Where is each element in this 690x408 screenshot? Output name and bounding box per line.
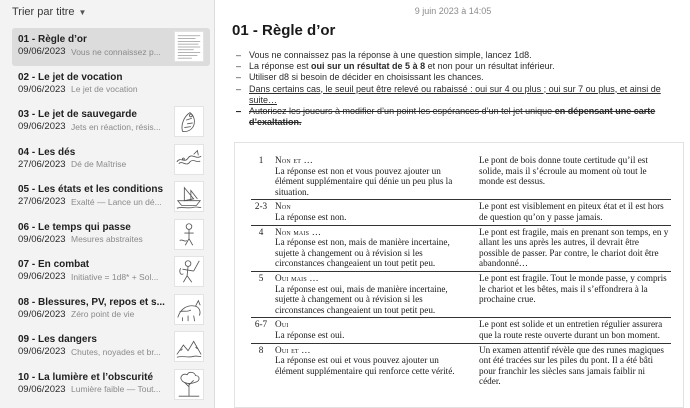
- oracle-table-image: [234, 142, 684, 408]
- note-timestamp: 9 juin 2023 à 14:05: [414, 6, 492, 16]
- answer-label: Oui mais …: [275, 272, 319, 283]
- note-snippet: Le jet de vocation: [71, 84, 138, 94]
- bullet-text: Vous ne connaissez pas la réponse à une question simple, lancez 1d8.: [249, 50, 532, 60]
- note-snippet: Mesures abstraites: [71, 234, 143, 244]
- example-cell: Le pont est fragile, mais en prenant son temps, en y allant les uns après les autres, il devrait être possible de passer. Par contre, le chariot doit être abandonné…: [477, 225, 671, 271]
- note-date: 09/06/2023: [18, 346, 66, 357]
- note-date: 27/06/2023: [18, 196, 66, 207]
- note-date: 09/06/2023: [18, 308, 66, 320]
- answer-label: Non mais …: [275, 226, 322, 237]
- creature-sketch-thumbnail-icon: [174, 106, 204, 137]
- bullet-text: La réponse est: [249, 61, 312, 72]
- note-title: 09 - Les dangers: [18, 334, 97, 345]
- note-snippet: Zéro point de vie: [71, 309, 135, 319]
- list-item: [236, 106, 686, 128]
- table-row: [251, 200, 671, 225]
- example-cell: Le pont est visiblement en piteux état et il est hors de question qu’on y passe jamais.: [477, 200, 671, 225]
- note-item-09[interactable]: [12, 328, 210, 366]
- note-item-10[interactable]: [12, 366, 210, 404]
- note-item-03[interactable]: [12, 103, 210, 141]
- note-editor[interactable]: [216, 0, 690, 408]
- answer-label: Oui: [275, 319, 289, 330]
- note-date: 09/06/2023: [18, 233, 66, 245]
- note-title: 02 - Le jet de vocation: [18, 71, 123, 83]
- landscape-sketch-thumbnail-icon: [174, 331, 204, 362]
- answer-cell: [273, 318, 477, 343]
- warrior-sketch-thumbnail-icon: [174, 256, 204, 287]
- note-snippet: Lumière faible — Tout...: [71, 384, 161, 394]
- list-item: [236, 72, 686, 83]
- roll-cell: 6-7: [251, 318, 273, 343]
- answer-detail: La réponse est non.: [275, 211, 347, 222]
- chevron-down-icon: ▼: [78, 7, 87, 17]
- note-date: 09/06/2023: [18, 383, 66, 395]
- bullet-struck-text: Autorisez les joueurs à modifier d’un point les espérances d’un tel jet unique: [249, 106, 555, 117]
- answer-cell: [273, 154, 477, 200]
- note-date: 09/06/2023: [18, 121, 66, 132]
- note-title: 03 - Le jet de sauvegarde: [18, 109, 137, 120]
- note-item-04[interactable]: [12, 141, 210, 179]
- example-cell: Le pont est solide et un entretien régulier assurera que la route reste ouverte durant un bon moment.: [477, 318, 671, 343]
- note-title: 10 - La lumière et l’obscurité: [18, 371, 154, 383]
- answer-detail: La réponse est non et vous pouvez ajouter un élément supplémentaire qui dénie un peu plus la situation.: [275, 165, 453, 197]
- bullet-underlined-text: Dans certains cas, le seuil peut être relevé ou rabaissé : oui sur 4 ou plus ; oui sur 7 ou plus, et ainsi de suite…: [249, 83, 661, 105]
- answer-detail: La réponse est non, mais de manière incertaine, sujette à changement ou à révision si les circonstances changeaient un tout petit peu.: [275, 237, 450, 269]
- roll-cell: 5: [251, 271, 273, 317]
- bullet-text: et non pour un résultat inférieur.: [425, 61, 555, 72]
- roll-cell: 8: [251, 343, 273, 389]
- note-date: 09/06/2023: [18, 83, 66, 95]
- answer-label: Non et …: [275, 155, 314, 165]
- roll-cell: 1: [258, 155, 264, 165]
- answer-cell: [273, 343, 477, 389]
- table-row: [251, 225, 671, 271]
- answer-detail: La réponse est oui.: [275, 329, 345, 340]
- answer-label: Oui et …: [275, 344, 311, 355]
- note-item-02[interactable]: [12, 66, 210, 104]
- answer-detail: La réponse est oui et vous pouvez ajouter un élément supplémentaire qui renforce cette vérité.: [275, 355, 455, 376]
- list-item: [236, 61, 686, 72]
- note-title: 07 - En combat: [18, 259, 90, 270]
- note-item-05[interactable]: [12, 178, 210, 216]
- note-title: 04 - Les dés: [18, 146, 76, 158]
- ship-sketch-thumbnail-icon: [174, 181, 204, 212]
- notes-sidebar: [0, 0, 215, 408]
- example-cell: Le pont de bois donne toute certitude qu’il est solide, mais il s’écroule au moment où tout le monde est dessus.: [479, 155, 648, 187]
- table-row: [251, 318, 671, 343]
- note-date: 27/06/2023: [18, 158, 66, 170]
- note-snippet: Initiative = 1d8* + Sol...: [71, 271, 159, 282]
- oracle-table: [251, 154, 671, 389]
- note-item-01[interactable]: [12, 28, 210, 66]
- figure-sketch-thumbnail-icon: [174, 219, 204, 250]
- note-item-06[interactable]: [12, 216, 210, 254]
- note-item-08[interactable]: [12, 291, 210, 329]
- answer-cell: [273, 271, 477, 317]
- page-title: 01 - Règle d’or: [232, 22, 336, 39]
- note-snippet: Vous ne connaissez p...: [71, 46, 161, 57]
- beast-sketch-thumbnail-icon: [174, 294, 204, 325]
- dragon-sketch-thumbnail-icon: [174, 144, 204, 175]
- sort-menu[interactable]: [12, 6, 86, 18]
- tree-sketch-thumbnail-icon: [174, 369, 204, 400]
- bullet-bold-text: oui sur un résultat de 5 à 8: [311, 61, 426, 72]
- table-row: [251, 154, 671, 200]
- list-item: [236, 50, 686, 61]
- rules-list: [236, 50, 686, 128]
- example-cell: Un examen attentif révèle que des runes magiques ont été tracées sur les piles du pont. Il a été bâti pour franchir les siècles sans jamais faiblir ni céder.: [477, 343, 671, 389]
- sort-label: Trier par titre: [12, 6, 75, 18]
- table-row: [251, 343, 671, 389]
- note-title: 01 - Règle d’or: [18, 34, 87, 45]
- note-snippet: Exalté — Lance un dé...: [71, 196, 162, 207]
- notes-list: [12, 28, 210, 403]
- note-title: 08 - Blessures, PV, repos et s...: [18, 296, 165, 308]
- note-title: 05 - Les états et les conditions: [18, 184, 164, 195]
- list-item: [236, 84, 686, 106]
- example-cell: Le pont est fragile. Tout le monde passe, y compris le chariot et les bêtes, mais il s’effondrera à la prochaine crue.: [477, 271, 671, 317]
- roll-cell: 2-3: [251, 200, 273, 225]
- note-snippet: Dé de Maîtrise: [71, 159, 127, 169]
- answer-cell: [273, 225, 477, 271]
- answer-detail: La réponse est oui, mais de manière incertaine, sujette à changement ou à révision si les circonstances changeaient un tout petit peu.: [275, 283, 448, 315]
- roll-cell: 4: [251, 225, 273, 271]
- note-item-07[interactable]: [12, 253, 210, 291]
- bullet-text: Utiliser d8 si besoin de décider en choisissant les chances.: [249, 72, 484, 83]
- answer-label: Non: [275, 201, 291, 212]
- answer-cell: [273, 200, 477, 225]
- text-page-thumbnail-icon: [174, 31, 204, 62]
- note-date: 09/06/2023: [18, 271, 66, 282]
- note-snippet: Jets en réaction, résis...: [71, 121, 161, 132]
- note-title: 06 - Le temps qui passe: [18, 221, 131, 233]
- bullet-struck-bold-text: en dépensant une carte d’exaltation.: [249, 106, 656, 128]
- table-row: [251, 271, 671, 317]
- note-date: 09/06/2023: [18, 46, 66, 57]
- note-snippet: Chutes, noyades et br...: [71, 346, 161, 357]
